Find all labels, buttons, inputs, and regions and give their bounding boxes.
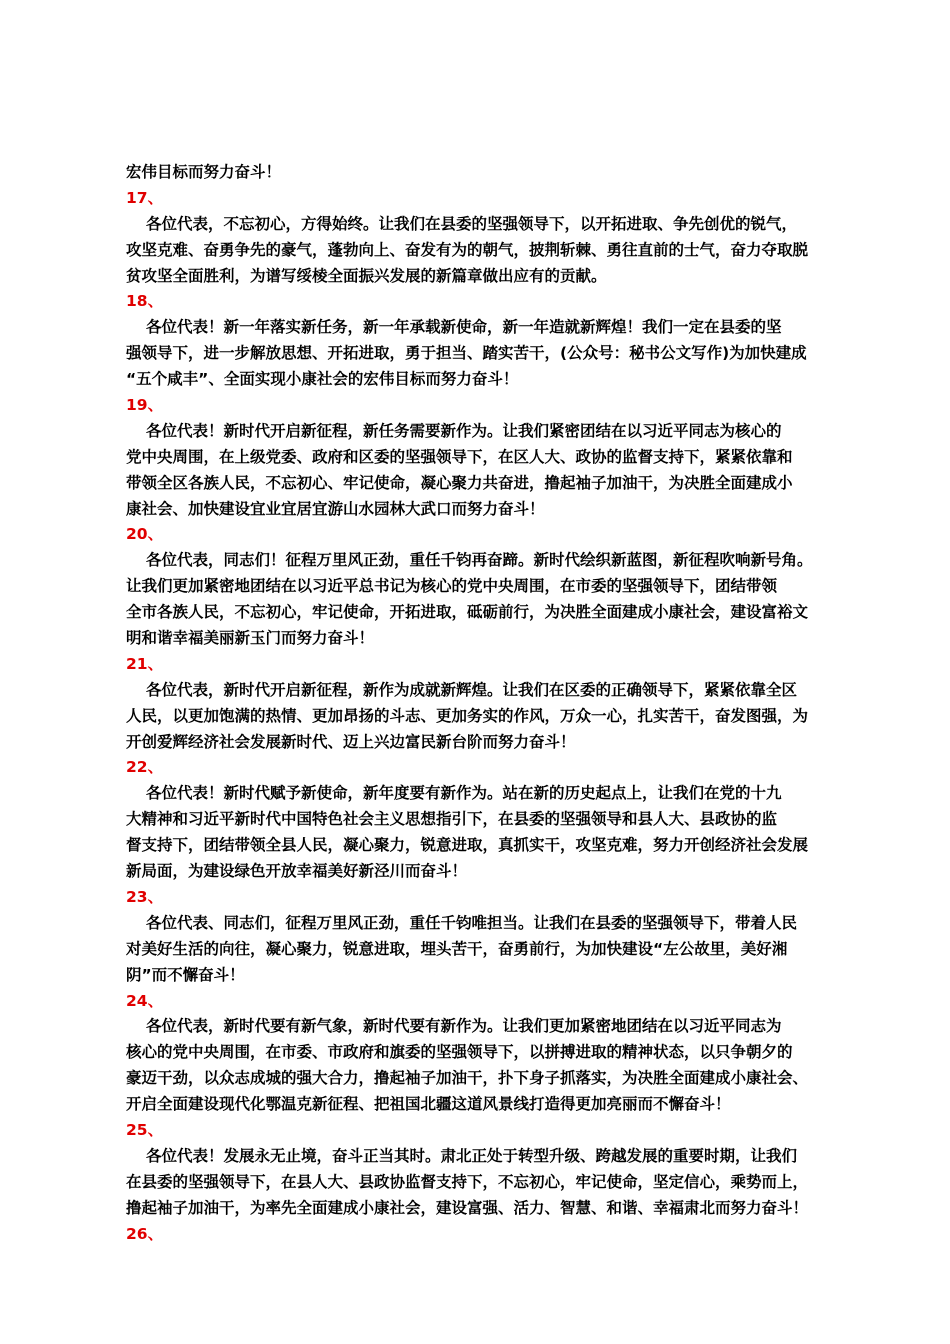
paragraph-line: 大精神和习近平新时代中国特色社会主义思想指引下，在县委的坚强领导和县人大、县政协的监 xyxy=(126,810,778,829)
paragraph-first-line: 各位代表，同志们！征程万里风正劲，重任千钧再奋蹄。新时代绘织新蓝图，新征程吹响新号角。 xyxy=(146,551,813,570)
section-number: 26、 xyxy=(126,1224,164,1243)
paragraph-line: 攻坚克难、奋勇争先的豪气，蓬勃向上、奋发有为的朝气，披荆斩棘、勇往直前的士气，奋力夺取脱 xyxy=(126,240,809,259)
paragraph-line: 阴”而不懈奋斗！ xyxy=(126,965,245,984)
paragraph-first-line: 各位代表，新时代开启新征程，新作为成就新辉煌。让我们在区委的正确领导下，紧紧依靠全区 xyxy=(146,680,798,699)
paragraph-line: 让我们更加紧密地团结在以习近平总书记为核心的党中央周围，在市委的坚强领导下，团结带领 xyxy=(126,577,778,596)
paragraph-line: 新局面，为建设绿色开放幸福美好新泾川而奋斗！ xyxy=(126,862,468,881)
section-number: 18、 xyxy=(126,292,164,311)
section-number: 25、 xyxy=(126,1120,164,1139)
paragraph-first-line: 各位代表，新时代要有新气象，新时代要有新作为。让我们更加紧密地团结在以习近平同志为 xyxy=(146,1017,782,1036)
paragraph-first-line: 各位代表、同志们，征程万里风正劲，重任千钧唯担当。让我们在县委的坚强领导下，带着人民 xyxy=(146,913,798,932)
paragraph-first-line: 各位代表！新时代开启新征程，新任务需要新作为。让我们紧密团结在以习近平同志为核心的 xyxy=(146,421,782,440)
paragraph-line: 开启全面建设现代化鄂温克新征程、把祖国北疆这道风景线打造得更加亮丽而不懈奋斗！ xyxy=(126,1095,731,1114)
document-body xyxy=(126,160,826,1247)
section-number: 23、 xyxy=(126,887,164,906)
paragraph-line: 督支持下，团结带领全县人民，凝心聚力，锐意进取，真抓实干，攻坚克难，努力开创经济社会发展 xyxy=(126,836,809,855)
section-number: 19、 xyxy=(126,396,164,415)
paragraph-line: 对美好生活的向往，凝心聚力，锐意进取，埋头苦干，奋勇前行，为加快建设“左公故里，美好湘 xyxy=(126,939,788,958)
section-number: 24、 xyxy=(126,991,164,1010)
section-number: 20、 xyxy=(126,525,164,544)
section-number: 17、 xyxy=(126,188,164,207)
paragraph-line: 在县委的坚强领导下，在县人大、县政协监督支持下，不忘初心，牢记使命，坚定信心，乘势而上， xyxy=(126,1172,809,1191)
paragraph-first-line: 各位代表，不忘初心，方得始终。让我们在县委的坚强领导下，以开拓进取、争先创优的锐气， xyxy=(146,214,798,233)
section-number: 22、 xyxy=(126,758,164,777)
paragraph-line: 开创爱辉经济社会发展新时代、迈上兴边富民新台阶而努力奋斗！ xyxy=(126,732,576,751)
section-number: 21、 xyxy=(126,654,164,673)
paragraph-line: 全市各族人民，不忘初心，牢记使命，开拓进取，砥砺前行，为决胜全面建成小康社会，建设富裕文 xyxy=(126,603,809,622)
paragraph-line: 党中央周围，在上级党委、政府和区委的坚强领导下，在区人大、政协的监督支持下，紧紧依靠和 xyxy=(126,447,793,466)
paragraph-line: 撸起袖子加油干，为率先全面建成小康社会，建设富强、活力、智慧、和谐、幸福肃北而努力奋斗！ xyxy=(126,1198,809,1217)
paragraph-line: 强领导下，进一步解放思想、开拓进取，勇于担当、踏实苦干，(公众号：秘书公文写作)为加快建成 xyxy=(126,344,807,363)
paragraph-line: 人民，以更加饱满的热情、更加昂扬的斗志、更加务实的作风，万众一心，扎实苦干，奋发图强，为 xyxy=(126,706,809,725)
paragraph-line: 明和谐幸福美丽新玉门而努力奋斗！ xyxy=(126,629,375,648)
paragraph-first-line: 各位代表！新时代赋予新使命，新年度要有新作为。站在新的历史起点上，让我们在党的十九 xyxy=(146,784,782,803)
paragraph-line: 带领全区各族人民，不忘初心、牢记使命，凝心聚力共奋进，撸起袖子加油干，为决胜全面建成小 xyxy=(126,473,793,492)
paragraph-line: 康社会、加快建设宜业宜居宜游山水园林大武口而努力奋斗！ xyxy=(126,499,545,518)
paragraph-line: “五个咸丰”、全面实现小康社会的宏伟目标而努力奋斗！ xyxy=(126,370,519,389)
paragraph-line: 核心的党中央周围，在市委、市政府和旗委的坚强领导下，以拼搏进取的精神状态，以只争朝夕的 xyxy=(126,1043,793,1062)
paragraph-line: 贫攻坚全面胜利，为谱写绥棱全面振兴发展的新篇章做出应有的贡献。 xyxy=(126,266,607,285)
paragraph-first-line: 各位代表！新一年落实新任务，新一年承载新使命，新一年造就新辉煌！我们一定在县委的坚 xyxy=(146,318,782,337)
paragraph-line: 豪迈干劲，以众志成城的强大合力，撸起袖子加油干，扑下身子抓落实，为决胜全面建成小康社会、 xyxy=(126,1069,809,1088)
lead-line: 宏伟目标而努力奋斗！ xyxy=(126,163,282,181)
paragraph-first-line: 各位代表！发展永无止境，奋斗正当其时。肃北正处于转型升级、跨越发展的重要时期，让我们 xyxy=(146,1146,798,1165)
